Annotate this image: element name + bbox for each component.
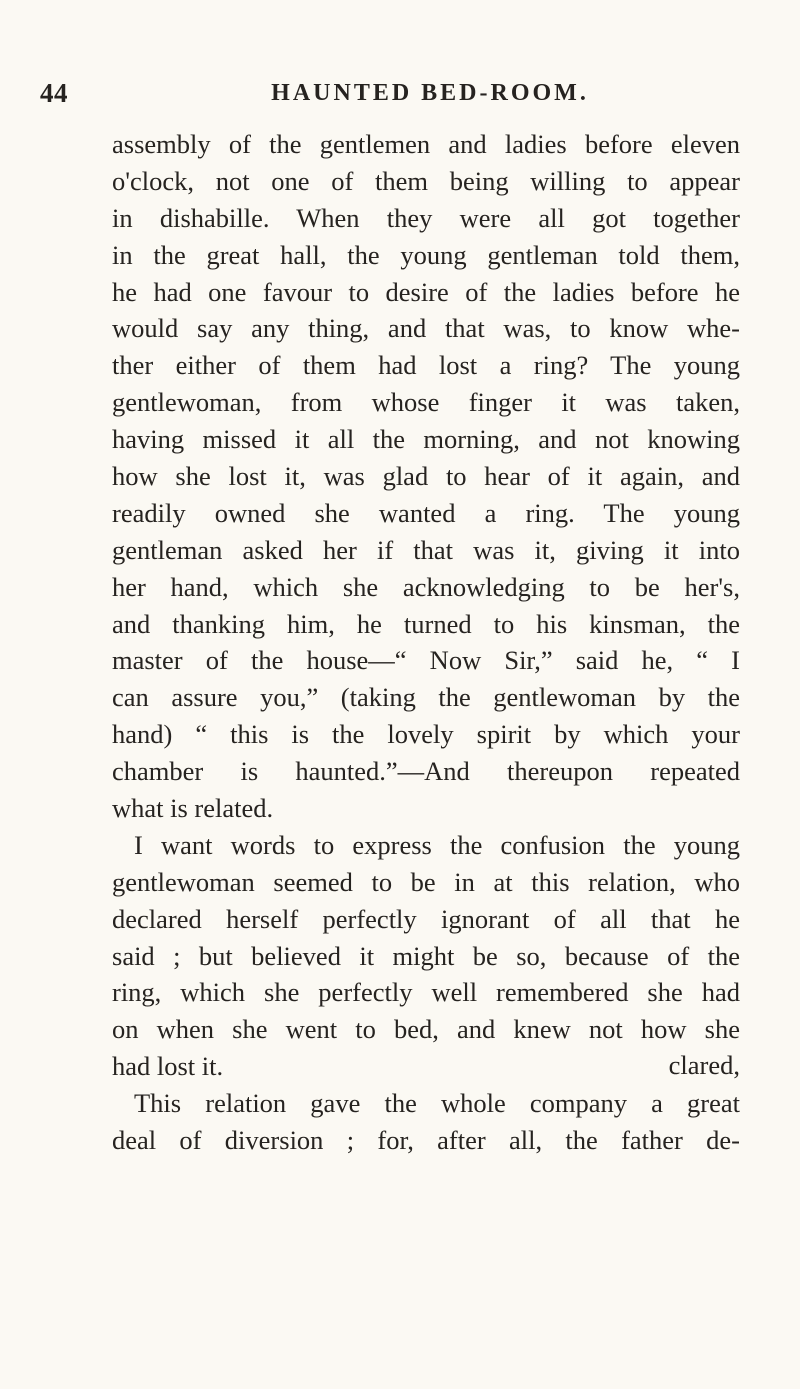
text-line: and thanking him, he turned to his kinsman, the xyxy=(112,608,740,639)
text-line: master of the house—“ Now Sir,” said he, “ I xyxy=(112,645,740,676)
text-line: o'clock, not one of them being willing to appear xyxy=(112,165,740,196)
text-line: deal of diversion ; for, after all, the father de- xyxy=(112,1125,740,1156)
text-line: readily owned she wanted a ring. The young xyxy=(112,497,740,528)
page-number: 44 xyxy=(40,78,68,108)
page-header xyxy=(40,78,740,118)
text-line: gentlewoman, from whose finger it was taken, xyxy=(112,387,740,418)
text-line: gentlewoman seemed to be in at this relation, who xyxy=(112,866,740,897)
text-line: had lost it. xyxy=(112,1051,224,1082)
text-line: assembly of the gentlemen and ladies before eleven xyxy=(112,129,740,159)
running-head: HAUNTED BED-ROOM. xyxy=(271,80,589,106)
text-line: on when she went to bed, and knew not how she xyxy=(112,1014,740,1045)
text-line: how she lost it, was glad to hear of it again, and xyxy=(112,461,740,492)
text-line: I want words to express the confusion the young xyxy=(134,829,740,860)
text-line: her hand, which she acknowledging to be her's, xyxy=(112,571,740,602)
text-line: said ; but believed it might be so, because of the xyxy=(112,940,740,971)
text-line: in dishabille. When they were all got together xyxy=(112,202,740,233)
text-line: having missed it all the morning, and not knowing xyxy=(112,424,740,455)
text-line: This relation gave the whole company a great xyxy=(134,1088,740,1119)
text-line: would say any thing, and that was, to know whe- xyxy=(112,313,740,344)
body-text xyxy=(112,126,740,1159)
text-line: what is related. xyxy=(112,793,274,824)
text-line: he had one favour to desire of the ladies before he xyxy=(112,276,740,307)
text-line: ther either of them had lost a ring? The young xyxy=(112,350,740,381)
text-line: chamber is haunted.”—And thereupon repeated xyxy=(112,756,740,787)
catchword: clared, xyxy=(668,1050,740,1080)
text-line: declared herself perfectly ignorant of all that he xyxy=(112,903,740,934)
text-line: in the great hall, the young gentleman told them, xyxy=(112,239,740,270)
text-line: ring, which she perfectly well remembered she had xyxy=(112,977,740,1008)
text-line: hand) “ this is the lovely spirit by which your xyxy=(112,719,740,750)
text-line: can assure you,” (taking the gentlewoman by the xyxy=(112,682,740,713)
text-line: gentleman asked her if that was it, giving it into xyxy=(112,534,740,565)
